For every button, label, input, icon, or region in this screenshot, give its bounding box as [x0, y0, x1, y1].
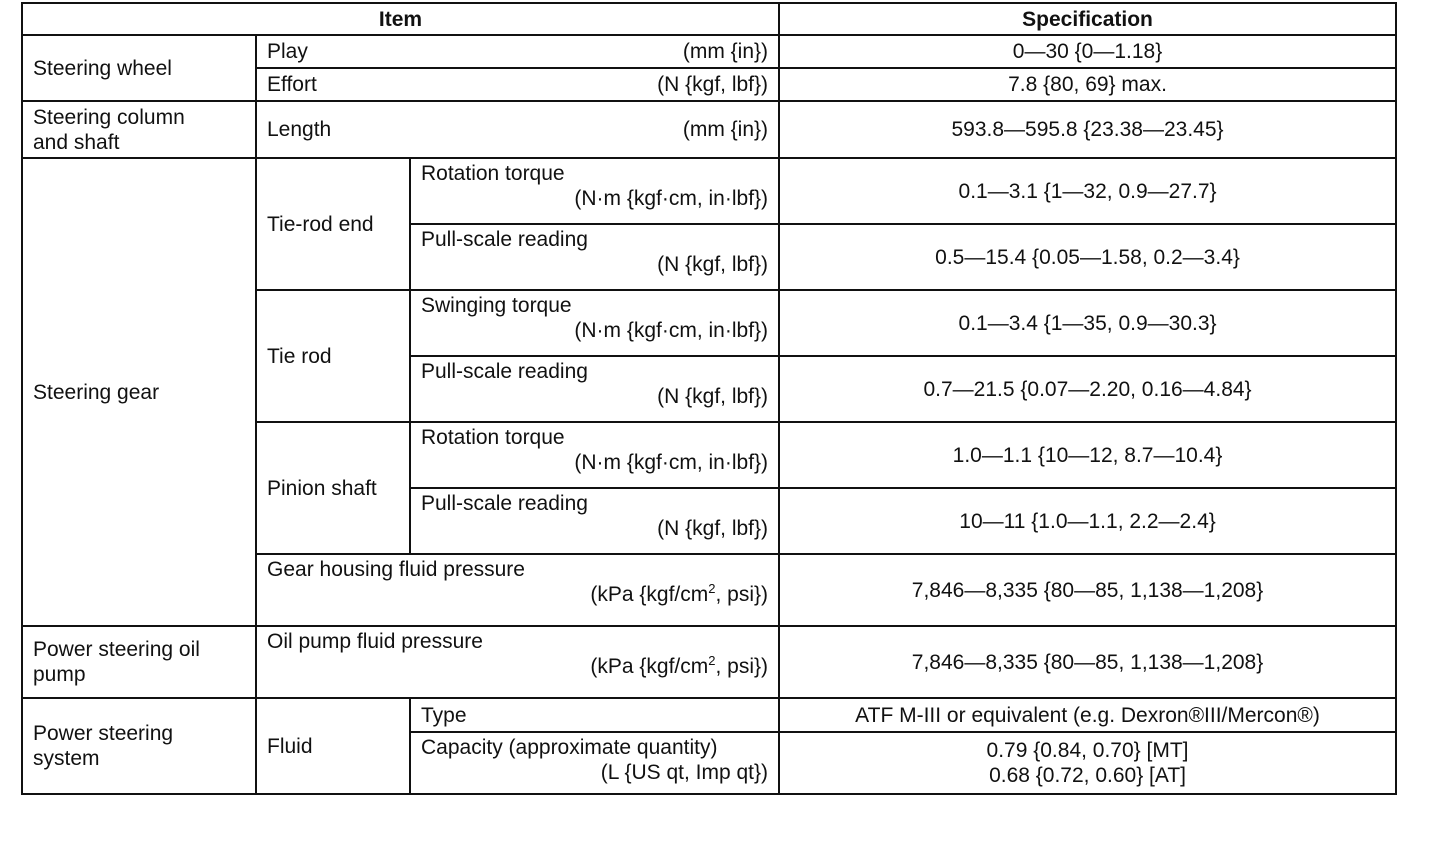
item-pull-scale — [410, 488, 779, 554]
item-unit: (N {kgf, lbf}) — [657, 517, 769, 540]
item-label: Pull-scale reading — [421, 492, 588, 515]
subgroup-pinion-shaft: Pinion shaft — [256, 422, 410, 554]
spec-value: ATF M-III or equivalent (e.g. Dexron®III/Mercon®) — [779, 698, 1396, 732]
group-label-line1: Power steering — [33, 722, 174, 745]
header-item: Item — [22, 3, 779, 35]
item-label: Play — [267, 40, 308, 63]
item-unit: (N {kgf, lbf}) — [657, 73, 769, 96]
header-row — [22, 3, 1396, 35]
group-label-line1: Power steering oil — [33, 638, 200, 661]
specification-table — [21, 2, 1397, 795]
item-play — [256, 35, 779, 68]
item-label: Gear housing fluid pressure — [267, 558, 525, 581]
item-label: Rotation torque — [421, 162, 565, 185]
item-effort — [256, 68, 779, 101]
item-unit: (N·m {kgf·cm, in·lbf}) — [574, 451, 769, 474]
spec-value-line2: 0.68 {0.72, 0.60} [AT] — [989, 764, 1186, 787]
spec-value: 10—11 {1.0—1.1, 2.2—2.4} — [779, 488, 1396, 554]
item-label: Length — [267, 118, 332, 141]
spec-value: 7.8 {80, 69} max. — [779, 68, 1396, 101]
item-label: Rotation torque — [421, 426, 565, 449]
item-rotation-torque — [410, 158, 779, 224]
spec-value: 0—30 {0—1.18} — [779, 35, 1396, 68]
item-unit: (kPa {$kgf/cm^2$, psi}) — [590, 581, 769, 606]
item-unit: (L {US qt, Imp qt}) — [600, 761, 769, 784]
group-steering-gear: Steering gear — [22, 158, 256, 626]
item-length — [256, 101, 779, 158]
item-unit: (N·m {kgf·cm, in·lbf}) — [574, 187, 769, 210]
spec-value: 7,846—8,335 {80—85, 1,138—1,208} — [779, 554, 1396, 626]
item-label: Pull-scale reading — [421, 228, 588, 251]
item-unit: (mm {in}) — [682, 118, 769, 141]
subgroup-fluid: Fluid — [256, 698, 410, 794]
group-oil-pump — [22, 626, 256, 698]
spec-value — [779, 732, 1396, 794]
table-row — [22, 158, 1396, 224]
table-row — [22, 698, 1396, 732]
item-label: Effort — [267, 73, 317, 96]
spec-value: 593.8—595.8 {23.38—23.45} — [779, 101, 1396, 158]
group-steering-column — [22, 101, 256, 158]
group-label-line2: system — [33, 747, 100, 770]
item-label: Capacity (approximate quantity) — [421, 736, 718, 759]
spec-value-line1: 0.79 {0.84, 0.70} [MT] — [986, 739, 1189, 762]
header-specification: Specification — [779, 3, 1396, 35]
item-rotation-torque — [410, 422, 779, 488]
spec-value: 0.1—3.1 {1—32, 0.9—27.7} — [779, 158, 1396, 224]
group-label-line2: and shaft — [33, 130, 120, 154]
spec-value: 0.5—15.4 {0.05—1.58, 0.2—3.4} — [779, 224, 1396, 290]
table-row — [22, 101, 1396, 158]
group-ps-system — [22, 698, 256, 794]
item-swinging-torque — [410, 290, 779, 356]
item-unit: (N {kgf, lbf}) — [657, 253, 769, 276]
group-label-line1: Steering column — [33, 105, 185, 129]
subgroup-tie-rod: Tie rod — [256, 290, 410, 422]
item-unit: (kPa {$kgf/cm^2$, psi}) — [590, 653, 769, 678]
item-oil-pump-pressure — [256, 626, 779, 698]
group-steering-wheel: Steering wheel — [22, 35, 256, 101]
item-label: Pull-scale reading — [421, 360, 588, 383]
item-gear-housing-pressure — [256, 554, 779, 626]
spec-value: 1.0—1.1 {10—12, 8.7—10.4} — [779, 422, 1396, 488]
item-pull-scale — [410, 356, 779, 422]
item-pull-scale — [410, 224, 779, 290]
item-label: Oil pump fluid pressure — [267, 630, 483, 653]
item-unit: (mm {in}) — [682, 40, 769, 63]
spec-value: 0.7—21.5 {0.07—2.20, 0.16—4.84} — [779, 356, 1396, 422]
spec-value: 7,846—8,335 {80—85, 1,138—1,208} — [779, 626, 1396, 698]
group-label-line2: pump — [33, 663, 86, 686]
subgroup-tie-rod-end: Tie-rod end — [256, 158, 410, 290]
table-row — [22, 35, 1396, 68]
item-label: Swinging torque — [421, 294, 572, 317]
item-capacity — [410, 732, 779, 794]
item-unit: (N {kgf, lbf}) — [657, 385, 769, 408]
item-type: Type — [410, 698, 779, 732]
table-row — [22, 626, 1396, 698]
spec-value: 0.1—3.4 {1—35, 0.9—30.3} — [779, 290, 1396, 356]
item-unit: (N·m {kgf·cm, in·lbf}) — [574, 319, 769, 342]
